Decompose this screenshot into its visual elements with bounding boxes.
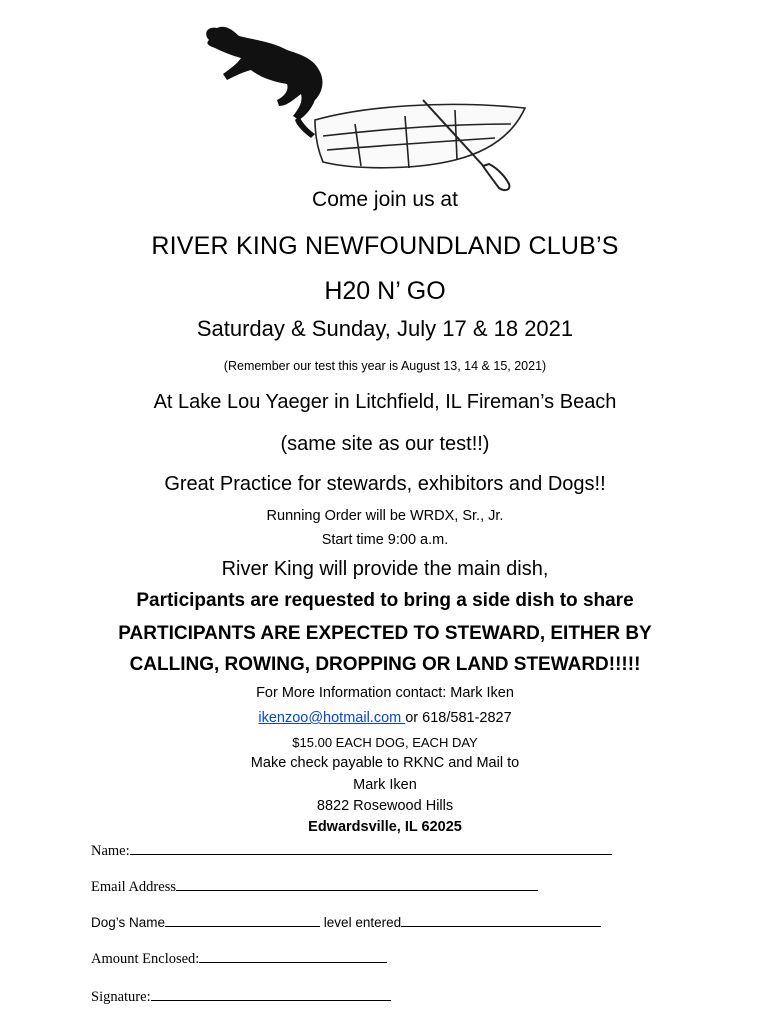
- name-field-row: [91, 840, 612, 860]
- steward-note-line2: CALLING, ROWING, DROPPING OR LAND STEWARD!!!!!: [129, 654, 641, 675]
- test-reminder: (Remember our test this year is August 13, 14 & 15, 2021): [223, 359, 547, 373]
- name-field[interactable]: [130, 840, 612, 855]
- main-dish-note: River King will provide the main dish,: [221, 558, 549, 580]
- intro-text: Come join us at: [312, 188, 458, 211]
- address-street: 8822 Rosewood Hills: [316, 798, 454, 814]
- level-field[interactable]: [401, 912, 601, 927]
- signature-label: Signature:: [91, 989, 151, 1005]
- dog-boat-illustration: [195, 20, 535, 200]
- running-order: Running Order will be WRDX, Sr., Jr.: [266, 508, 504, 524]
- amount-field-row: [91, 948, 387, 968]
- email-field[interactable]: [176, 876, 538, 891]
- signature-field-row: [91, 986, 391, 1006]
- address-name: Mark Iken: [353, 777, 417, 793]
- side-dish-note: Participants are requested to bring a side dish to share: [136, 590, 634, 611]
- signature-field[interactable]: [151, 986, 391, 1001]
- dog-field-row: [91, 912, 601, 930]
- contact-intro: For More Information contact: Mark Iken: [256, 685, 514, 701]
- email-field-row: [91, 876, 538, 896]
- steward-note-line1: PARTICIPANTS ARE EXPECTED TO STEWARD, EITHER BY: [118, 623, 652, 644]
- rowboat-icon: [315, 104, 525, 168]
- dog-name-field[interactable]: [165, 912, 320, 927]
- email-label: Email Address: [91, 879, 176, 895]
- club-name: RIVER KING NEWFOUNDLAND CLUB’S: [151, 232, 619, 260]
- address-city: Edwardsville, IL 62025: [308, 819, 462, 835]
- contact-phone: or 618/581-2827: [405, 710, 512, 726]
- level-label: level entered: [320, 915, 402, 930]
- event-name: H20 N’ GO: [324, 277, 446, 305]
- event-dates: Saturday & Sunday, July 17 & 18 2021: [196, 316, 574, 341]
- amount-field[interactable]: [199, 948, 387, 963]
- same-site-note: (same site as our test!!): [280, 433, 490, 455]
- fee-text: $15.00 EACH DOG, EACH DAY: [292, 735, 478, 750]
- start-time: Start time 9:00 a.m.: [321, 532, 449, 548]
- dog-name-label: Dog’s Name: [91, 915, 166, 930]
- contact-line: [0, 710, 770, 726]
- name-label: Name:: [91, 843, 130, 859]
- payment-text: Make check payable to RKNC and Mail to: [250, 755, 520, 771]
- amount-label: Amount Enclosed:: [91, 951, 200, 967]
- dog-icon: [206, 27, 322, 138]
- email-link[interactable]: ikenzoo@hotmail.com: [258, 710, 406, 726]
- event-location: At Lake Lou Yaeger in Litchfield, IL Fireman’s Beach: [153, 391, 617, 413]
- practice-note: Great Practice for stewards, exhibitors and Dogs!!: [164, 473, 606, 495]
